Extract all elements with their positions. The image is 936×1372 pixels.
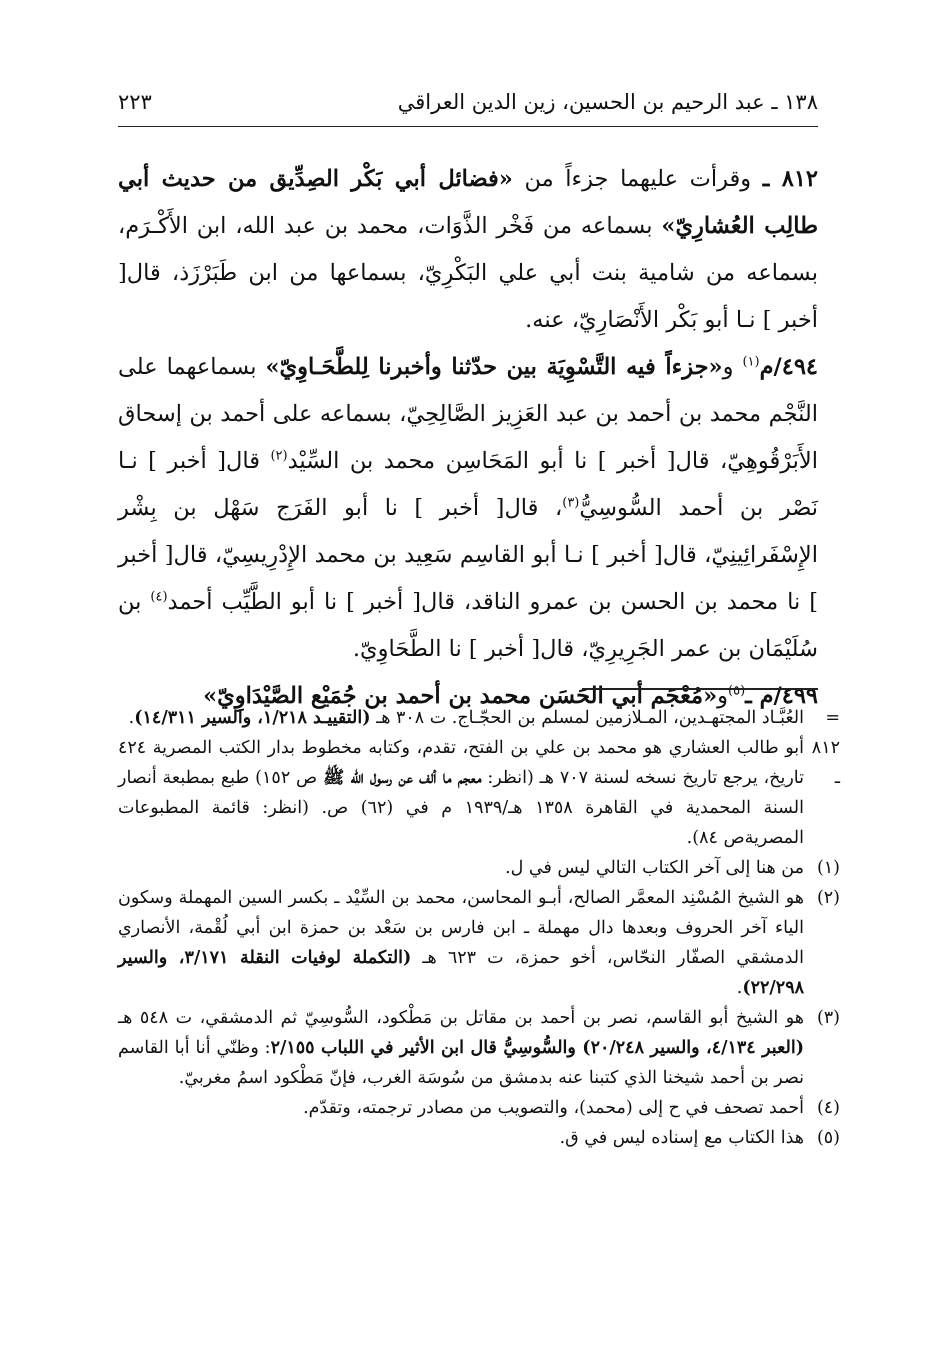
footnote-body xyxy=(118,1093,804,1123)
entry-494 xyxy=(118,344,818,673)
footnote-body xyxy=(118,853,804,883)
footnote-text: . xyxy=(128,708,135,728)
footnote-ref: (١) xyxy=(742,354,760,370)
page-number: ٢٢٣ xyxy=(118,90,152,114)
entry-text: بن سُلَيْمَان بن عمر الجَرِيرِيّ، قال[ أخبر ] نا الطَّحَاوِيّ. xyxy=(118,589,818,662)
footnote-812 xyxy=(118,733,840,853)
footnote-mark: (١) xyxy=(816,858,840,878)
entry-text: بسماعهما على النَّجْم محمد بن أحمد بن عبد العَزِيز الصَّالِحِيّ، بسماعه على أحمد بن إسحاق الأَبَرْقُوهِيّ، قال[ أخبر ] نا أبو المَحَاسِن محمد بن السِّيْد xyxy=(118,354,819,474)
footnote-text: أبو طالب العشاري هو محمد بن علي بن الفتح، تقدم، وكتابه مخطوط بدار الكتب المصرية ٤٢٤ تاريخ، يرجع تاريخ نسخه لسنة ٧٠٧ هـ (انظر: xyxy=(118,738,804,788)
entry-text: و xyxy=(717,683,729,709)
footnote-3 xyxy=(118,1003,840,1093)
footnote-text: هو الشيخ المُسْنِد المعمَّر الصالح، أبـو المحاسن، محمد بن السِّيْد ـ بكسر السين المهملة وسكون الياء آخر الحروف وبعدها دال مهملة ـ ابن فارس بن سَعْد بن حمزة ابن أبي لُقْمة، الأنصاري الدمشقي الصفّار النحّاس، أخو حمزة، ت ٦٢٣ هـ xyxy=(118,888,805,968)
book-title: «جزءاً فيه التَّسْوِيَة بين حدّثنا وأخبرنا لِلطَّحَـاوِيّ» xyxy=(265,354,723,380)
footnote-continuation xyxy=(118,703,840,733)
running-title: ١٣٨ ـ عبد الرحيم بن الحسين، زين الدين العراقي xyxy=(397,90,818,114)
footnote-text: هو الشيخ أبو القاسم، نصر بن أحمد بن مقاتل بن مَطْكود، السُّوسِيّ ثم الدمشقي، ت ٥٤٨ هـ xyxy=(118,1008,805,1028)
footnote-mark: (٢) xyxy=(816,888,840,908)
entry-number: ٤٩٤/م xyxy=(759,354,818,380)
footnote-body xyxy=(118,1003,804,1093)
footnote-1 xyxy=(118,853,840,883)
footnote-source: (العبر ٤/١٣٤، والسير ٢٠/٢٤٨) والسُّوسِيُّ قال ابن الأثير في اللباب ٢/١٥٥ xyxy=(270,1038,804,1058)
entry-number: ٨١٢ ـ xyxy=(762,166,818,192)
footnote-text: العُبَّـاد المجتهـدين، المـلازمين لمسلم بن الحجّـاج. ت ٣٠٨ هـ xyxy=(370,708,804,728)
book-title: «فضائل أبي بَكْر الصِدِّيق من حديث أبي طالِب العُشارِيّ» xyxy=(118,166,818,239)
footnote-ref: (٤) xyxy=(150,589,168,605)
footnotes xyxy=(118,703,840,1153)
footnote-mark: ٨١٢ ـ xyxy=(811,738,840,788)
entry-text: ، قال[ أخبر ] نا أبو الفَرَج سَهْل بن بِشْر الإِسْفَرائِينِيّ، قال[ أخبر ] نـا أبو القاسِم سَعِيد بن محمد الإِدْرِيسِيّ، قال[ أخبر ] نا محمد بن الحسن بن عمرو الناقد، قال[ أخبر ] نا أبو الطَّيِّب أحمد xyxy=(118,495,818,615)
entry-812 xyxy=(118,156,818,344)
entry-number: ٤٩٩/م ـ xyxy=(745,683,818,709)
footnote-text: من هنا إلى آخر الكتاب التالي ليس في ل. xyxy=(505,858,804,878)
footnote-ref: (٥) xyxy=(728,683,746,699)
footnote-body xyxy=(118,733,804,853)
running-header xyxy=(118,82,818,127)
footnote-body xyxy=(118,1123,804,1153)
footnote-text: : وظنّي أنا أبا القاسم نصر بن أحمد شيخنا الذي كتبنا عنه بدمشق من سُوسَة الغرب، فإنّ مَطْكود اسمُ مغربيّ. xyxy=(118,1038,804,1088)
footnote-ref: (٣) xyxy=(562,495,580,511)
entry-text: بسماعه من فَخْر الذَّوَات، محمد بن عبد الله، ابن الأَكْـرَم، بسماعه من شامية بنت أبي علي البَكْرِيّ، بسماعها من ابن طَبَرْزَذ، قال[ أخبر ] نـا أبو بَكْر الأَنْصَارِيّ، عنه. xyxy=(118,213,818,333)
footnote-text: ص ١٥٢) طبع بمطبعة أنصار السنة المحمدية في القاهرة ١٣٥٨ هـ/١٩٣٩ م في (٦٢) ص. (انظر: قائمة المطبوعات المصريةص ٨٤). xyxy=(118,768,804,848)
footnote-text: . xyxy=(736,978,743,998)
footnote-source: معجم ما ألف عن رسول الله ﷺ xyxy=(323,768,482,788)
footnote-source: (التكملة لوفيات النقلة ٣/١٧١، والسير ٢٢/٢٩٨) xyxy=(118,948,804,998)
footnote-2 xyxy=(118,883,840,1003)
footnote-mark: = xyxy=(825,708,840,728)
footnote-ref: (٢) xyxy=(270,448,288,464)
footnote-body xyxy=(118,883,804,1003)
footnote-text: هذا الكتاب مع إسناده ليس في ق. xyxy=(559,1128,804,1148)
footnote-4 xyxy=(118,1093,840,1123)
book-title: «مُعْجَم أبي الحَسَن محمد بن أحمد بن جُمَيْع الصَّيْدَاوِيّ» xyxy=(203,683,718,709)
entry-text: قال[ أخبر ] نـا نَصْر بن أحمد السُّوسِيُّ xyxy=(118,448,819,521)
footnote-source: (التقييـد ١/٢١٨، والسير ١٤/٣١١) xyxy=(134,708,371,728)
main-text xyxy=(118,156,818,720)
entry-text: وقرأت عليهما جزءاً من xyxy=(512,166,763,192)
footnote-5 xyxy=(118,1123,840,1153)
footnote-text: أحمد تصحف في ح إلى (محمد)، والتصويب من مصادر ترجمته، وتقدّم. xyxy=(303,1098,804,1118)
footnote-separator xyxy=(582,688,818,690)
footnote-body xyxy=(118,703,804,733)
footnote-mark: (٥) xyxy=(816,1128,840,1148)
footnote-mark: (٣) xyxy=(816,1008,840,1028)
footnote-mark: (٤) xyxy=(816,1098,840,1118)
entry-text: و xyxy=(722,354,743,380)
